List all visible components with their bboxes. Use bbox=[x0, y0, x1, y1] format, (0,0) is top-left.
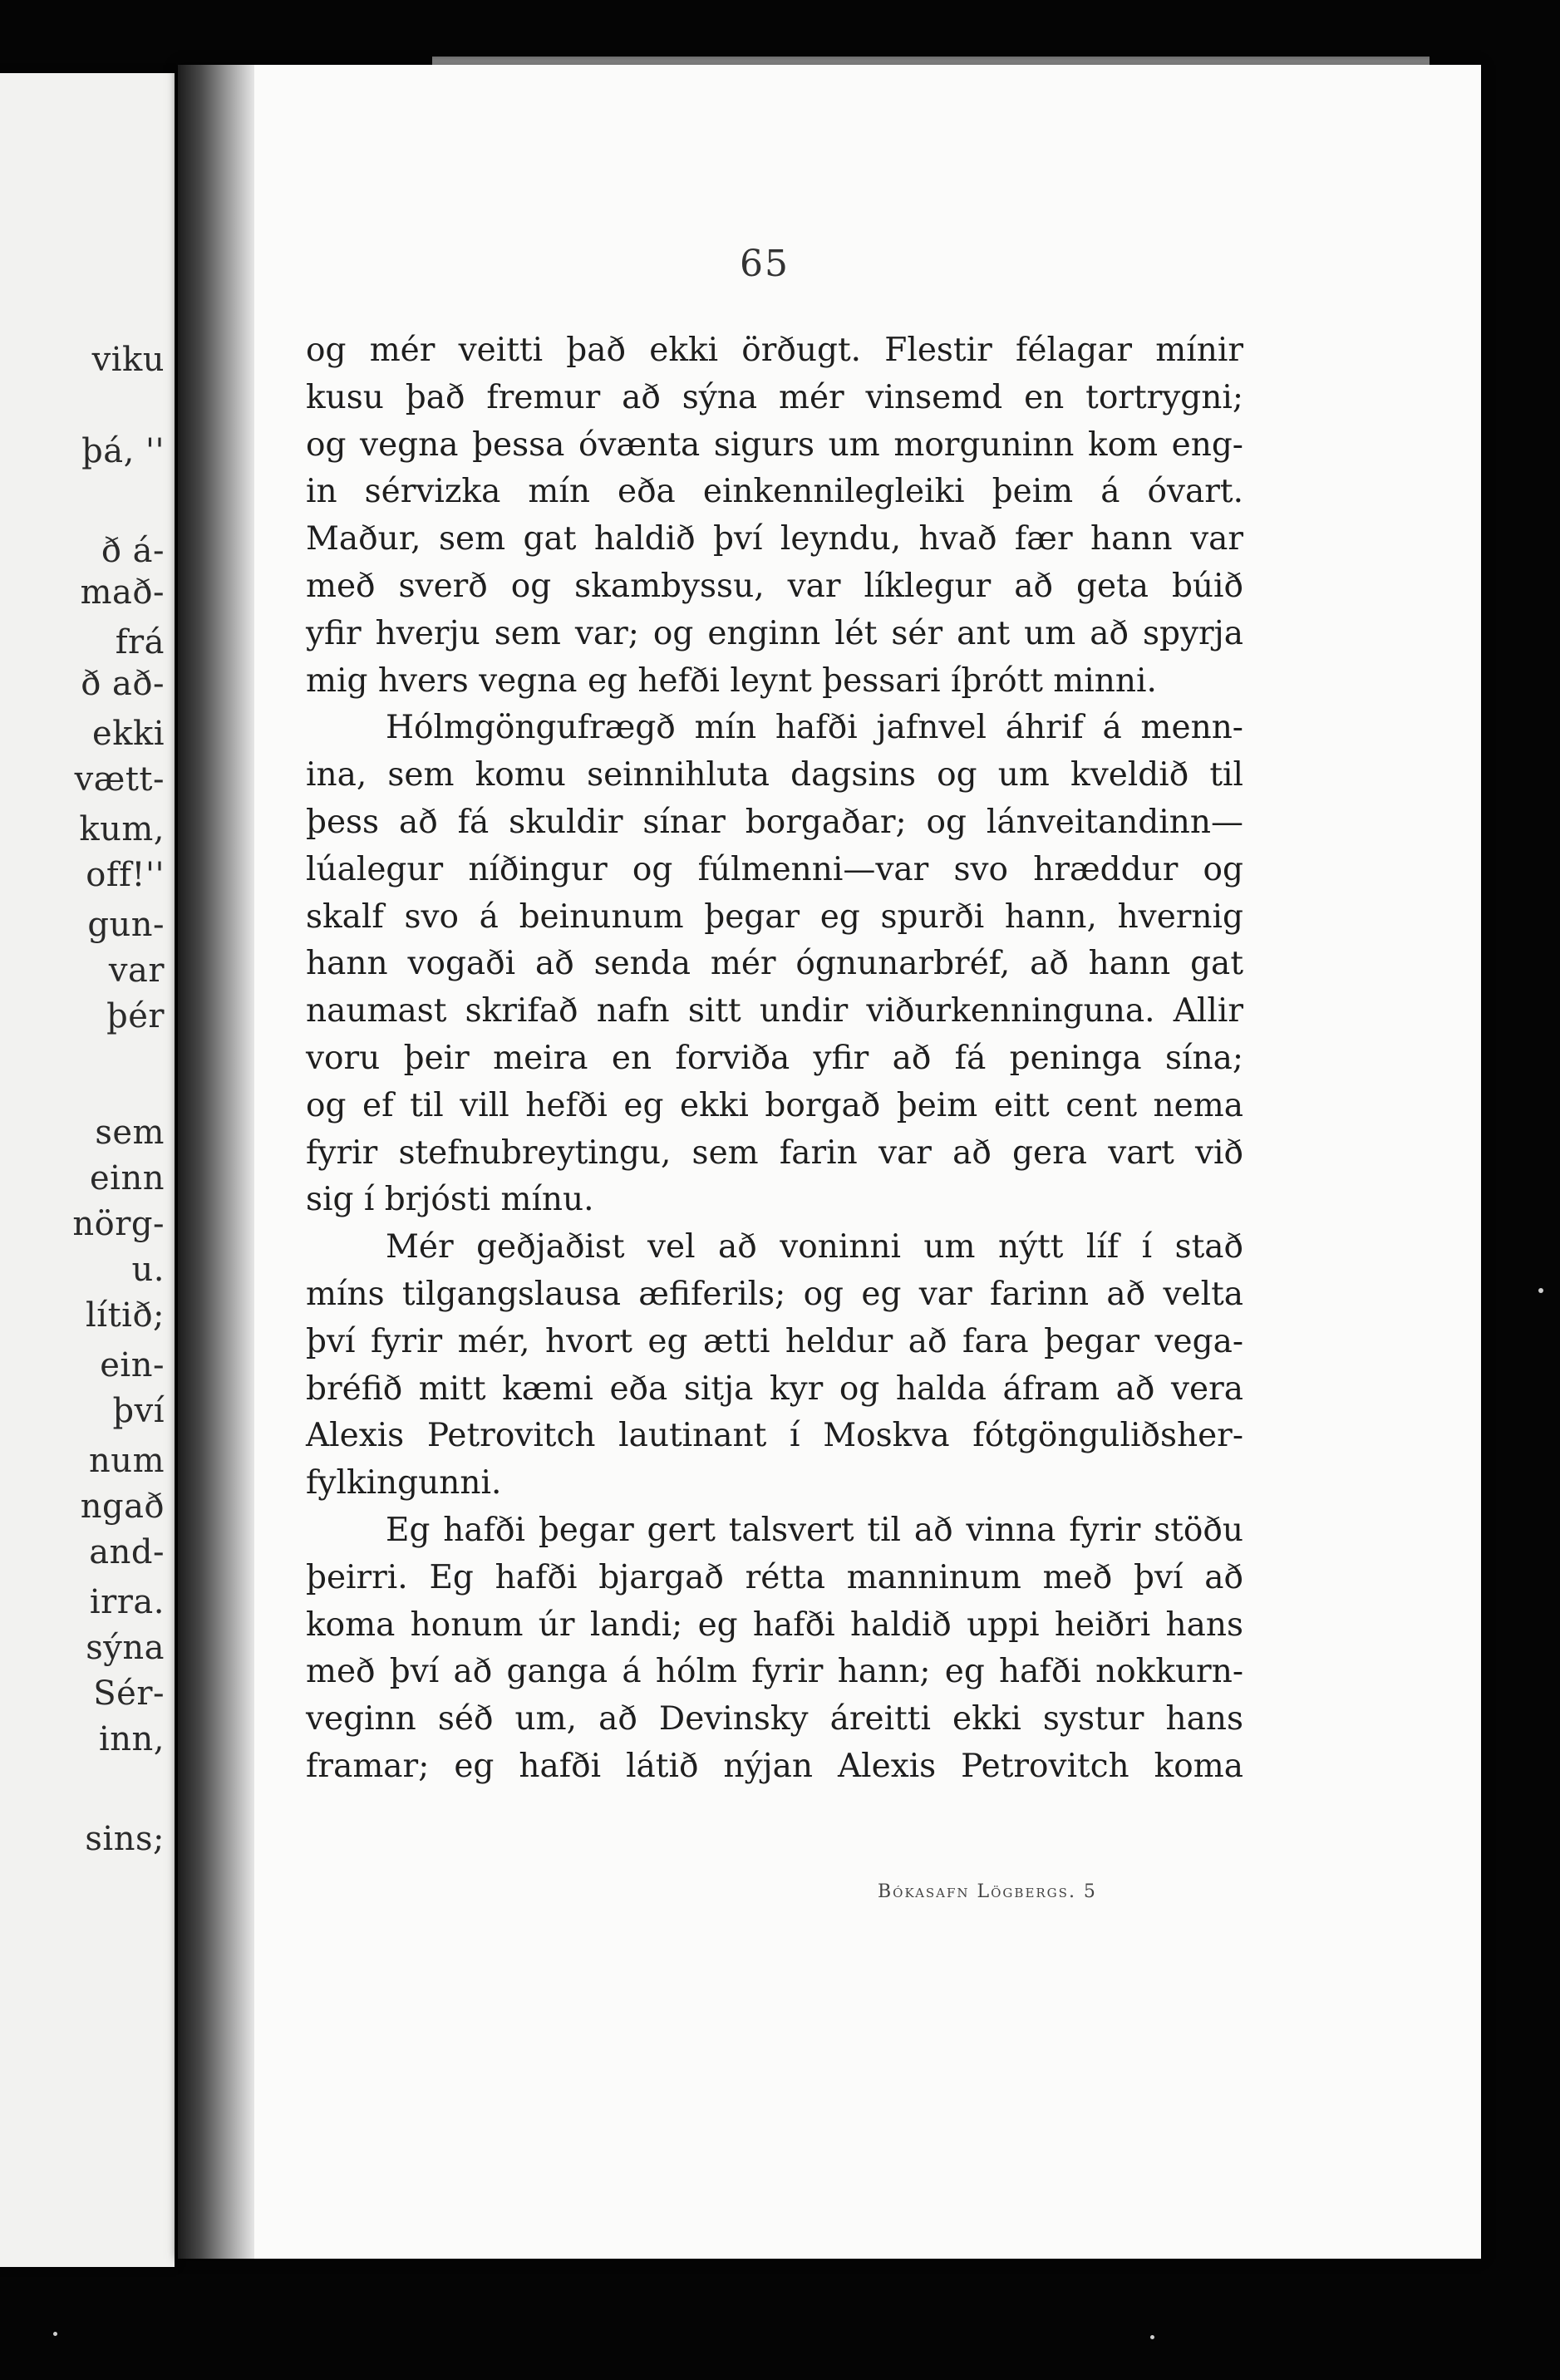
text-line: ina, sem komu seinnihluta dagsins og um kveldið til bbox=[306, 756, 1243, 794]
text-line: sig í brjósti mínu. bbox=[306, 1181, 594, 1219]
left-page-line: viku bbox=[91, 341, 165, 379]
text-line: veginn séð um, að Devinsky áreitti ekki systur hans bbox=[306, 1700, 1243, 1738]
left-page-line: sem bbox=[95, 1114, 165, 1152]
left-page-line: ð á- bbox=[101, 532, 165, 570]
left-page-line: nörg- bbox=[72, 1205, 165, 1243]
text-line: in sérvizka mín eða einkennilegleiki þeim á óvart. bbox=[306, 473, 1243, 511]
left-page-line: off!'' bbox=[86, 856, 165, 894]
dust-speck bbox=[1538, 1288, 1543, 1293]
text-line: Eg hafði þegar gert talsvert til að vinna fyrir stöðu bbox=[386, 1511, 1243, 1549]
text-line: mig hvers vegna eg hefði leynt þessari íþrótt minni. bbox=[306, 661, 1157, 700]
text-line: framar; eg hafði látið nýjan Alexis Petrovitch koma bbox=[306, 1747, 1243, 1785]
text-line: Alexis Petrovitch lautinant í Moskva fótgönguliðsher- bbox=[306, 1417, 1243, 1455]
left-page-line: ein- bbox=[100, 1346, 165, 1384]
left-page-line: num bbox=[89, 1442, 165, 1480]
text-line: þess að fá skuldir sínar borgaðar; og lánveitandinn— bbox=[306, 803, 1243, 841]
body-text bbox=[306, 327, 1243, 1791]
text-line: míns tilgangslausa æfiferils; og eg var farinn að velta bbox=[306, 1275, 1243, 1313]
text-line: voru þeir meira en forviða yfir að fá peninga sína; bbox=[306, 1039, 1243, 1077]
text-line: með því að ganga á hólm fyrir hann; eg hafði nokkurn- bbox=[306, 1653, 1243, 1691]
left-page-line: Sér- bbox=[93, 1674, 165, 1713]
text-line: því fyrir mér, hvort eg ætti heldur að fara þegar vega- bbox=[306, 1322, 1243, 1360]
left-page-line: var bbox=[108, 952, 165, 990]
left-page bbox=[0, 73, 175, 2267]
text-line: bréfið mitt kæmi eða sitja kyr og halda áfram að vera bbox=[306, 1369, 1243, 1408]
text-line: skalf svo á beinunum þegar eg spurði hann, hvernig bbox=[306, 897, 1243, 936]
text-line: fyrir stefnubreytingu, sem farin var að gera vart við bbox=[306, 1133, 1243, 1172]
left-page-line: u. bbox=[131, 1251, 165, 1289]
text-line: þeirri. Eg hafði bjargað rétta manninum með því að bbox=[306, 1558, 1243, 1596]
left-page-line: sins; bbox=[85, 1820, 165, 1858]
left-page-line: ekki bbox=[92, 715, 165, 753]
left-page-line: inn, bbox=[98, 1720, 165, 1758]
left-page-line: mað- bbox=[80, 573, 165, 612]
text-line: með sverð og skambyssu, var líklegur að geta búið bbox=[306, 567, 1243, 605]
text-line: og vegna þessa óvænta sigurs um morguninn kom eng- bbox=[306, 425, 1243, 464]
text-line: og ef til vill hefði eg ekki borgað þeim eitt cent nema bbox=[306, 1086, 1243, 1124]
text-line: koma honum úr landi; eg hafði haldið uppi heiðri hans bbox=[306, 1606, 1243, 1644]
left-page-line: því bbox=[112, 1392, 165, 1430]
text-line: Mér geðjaðist vel að voninni um nýtt líf í stað bbox=[386, 1228, 1243, 1266]
text-line: lúalegur níðingur og fúlmenni—var svo hræddur og bbox=[306, 850, 1243, 888]
page-gutter-shadow bbox=[178, 65, 254, 2259]
left-page-line: einn bbox=[90, 1159, 165, 1197]
text-line: fylkingunni. bbox=[306, 1464, 502, 1502]
text-line: Maður, sem gat haldið því leyndu, hvað fær hann var bbox=[306, 520, 1243, 558]
dust-speck bbox=[53, 2332, 57, 2336]
dust-speck bbox=[1150, 2335, 1154, 2339]
left-page-line: gun- bbox=[87, 906, 165, 944]
text-line: hann vogaði að senda mér ógnunarbréf, að hann gat bbox=[306, 945, 1243, 983]
left-page-line: and- bbox=[89, 1533, 165, 1571]
left-page-line: lítið; bbox=[85, 1296, 165, 1335]
page-footer: Bókasafn Lögbergs. 5 bbox=[878, 1881, 1097, 1902]
left-page-line: irra. bbox=[89, 1583, 165, 1621]
left-page-line: kum, bbox=[79, 810, 165, 848]
left-page-line: þér bbox=[106, 997, 165, 1035]
left-page-line: vætt- bbox=[74, 760, 165, 799]
left-page-line: sýna bbox=[86, 1629, 165, 1667]
text-line: naumast skrifað nafn sitt undir viðurkenninguna. Allir bbox=[306, 992, 1243, 1030]
left-page-line: þá, '' bbox=[81, 432, 165, 470]
left-page-line: frá bbox=[115, 623, 165, 661]
text-line: Hólmgöngufrægð mín hafði jafnvel áhrif á menn- bbox=[386, 709, 1243, 747]
text-line: yfir hverju sem var; og enginn lét sér ant um að spyrja bbox=[306, 614, 1243, 652]
text-line: kusu það fremur að sýna mér vinsemd en tortrygni; bbox=[306, 378, 1243, 416]
page-number: 65 bbox=[740, 243, 790, 285]
text-line: og mér veitti það ekki örðugt. Flestir félagar mínir bbox=[306, 332, 1243, 369]
left-page-line: ð að- bbox=[81, 665, 165, 703]
left-page-line: ngað bbox=[80, 1488, 165, 1526]
